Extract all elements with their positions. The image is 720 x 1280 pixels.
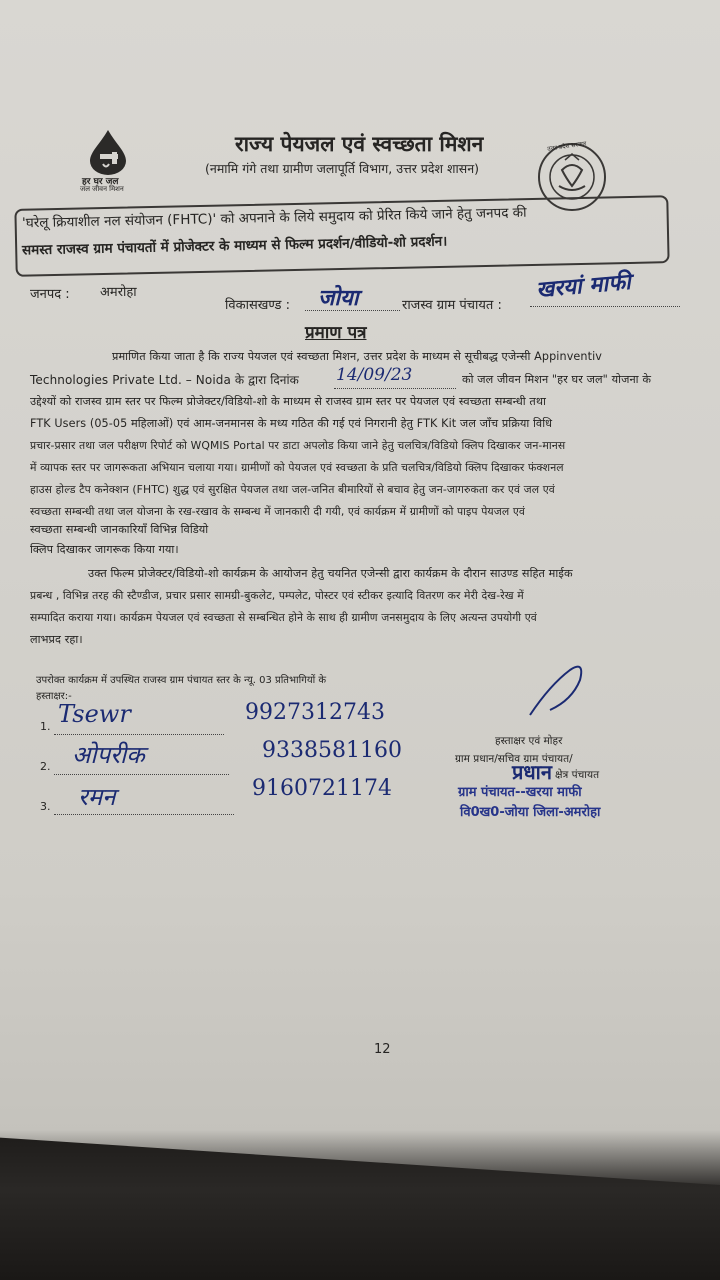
cert-line-13: सम्पादित कराया गया। कार्यक्रम पेयजल एवं स्वच्छता से सम्बन्धित होने के साथ ही ग्रामीण जनसमुदाय के लिए अत्यन्त उपयोगी एवं	[30, 611, 537, 624]
cert-line-7: हाउस होल्ड टैप कनेक्शन (FHTC) शुद्ध एवं सुरक्षित पेयजल तथा जल-जनित बीमारियों से बचाव हेतु जन-जागरुकता कर एवं जल एवं	[30, 483, 555, 496]
panchayat-label: राजस्व ग्राम पंचायत :	[402, 298, 502, 313]
logo-subtext: जल जीवन मिशन	[80, 185, 124, 193]
stamp-line-1: ग्राम पंचायत--खरया माफी	[458, 785, 582, 800]
attendee-phone: 9338581160	[262, 738, 402, 763]
attendee-underline	[54, 814, 234, 815]
background-shadow	[0, 1130, 720, 1280]
attendee-phone: 9927312743	[245, 700, 385, 725]
banner-line-2: समस्त राजस्व ग्राम पंचायतों में प्रोजेक्टर के माध्यम से फिल्म प्रदर्शन/वीडियो-शो प्रदर्शन।	[21, 233, 448, 259]
kshetra-panchayat-label: क्षेत्र पंचायत	[555, 769, 600, 781]
cert-line-5: प्रचार-प्रसार तथा जल परीक्षण रिपोर्ट को WQMIS Portal पर डाटा अपलोड किया जाने हेतु चलचित्र/विडियो क्लिप दिखाकर जन-मानस	[30, 439, 566, 452]
banner-line-1: 'घरेलू क्रियाशील नल संयोजन (FHTC)' को अपनाने के लिये समुदाय को प्रेरित किये जाने हेतु जनपद की	[21, 204, 527, 232]
attendees-intro-2: हस्ताक्षर:-	[36, 691, 72, 702]
block-handwritten: जोया	[318, 285, 359, 311]
attendee-signature: Tsewr	[58, 700, 131, 728]
attendee-num: 1.	[40, 720, 51, 733]
pradhan-secretary-label: ग्राम प्रधान/सचिव ग्राम पंचायत/	[455, 753, 573, 765]
cert-line-12: प्रबन्ध , विभिन्न तरह की स्टैण्डीज, प्रचार प्रसार सामग्री-बुकलेट, पम्पलेट, पोस्टर एवं स्टीकर इत्यादि वितरण कर मेरी देख-रेख में	[30, 589, 524, 602]
attendee-signature: रमन	[78, 783, 116, 811]
logo-text: हर घर जल	[82, 177, 119, 187]
mission-subtitle: (नमामि गंगे तथा ग्रामीण जलापूर्ति विभाग, उत्तर प्रदेश शासन)	[205, 161, 480, 176]
certificate-heading: प्रमाण पत्र	[305, 323, 367, 343]
cert-line-10: क्लिप दिखाकर जागरूक किया गया।	[30, 543, 179, 556]
attendee-phone: 9160721174	[252, 776, 392, 801]
har-ghar-jal-logo	[78, 128, 138, 198]
cert-line-2a: Technologies Private Ltd. – Noida के द्वारा दिनांक	[30, 373, 299, 387]
cert-line-1: प्रमाणित किया जाता है कि राज्य पेयजल एवं स्वच्छता मिशन, उत्तर प्रदेश के माध्यम से सूचीबद्ध एजेन्सी Appinventiv	[112, 350, 603, 363]
attendee-num: 2.	[40, 760, 51, 773]
pradhan-signature-scribble	[520, 660, 600, 720]
cert-line-6: में व्यापक स्तर पर जागरूकता अभियान चलाया गया। ग्रामीणों को पेयजल एवं स्वच्छता के प्रति चलचित्र/विडियो क्लिप दिखाकर फंक्शनल	[30, 461, 564, 474]
mission-title: राज्य पेयजल एवं स्वच्छता मिशन	[235, 132, 484, 156]
attendee-underline	[54, 734, 224, 735]
cert-line-8: स्वच्छता सम्बन्धी तथा जल योजना के रख-रखाव के सम्बन्ध में जानकारी दी गयी, एवं कार्यक्रम में ग्रामीणों को पाइप पेयजल एवं	[30, 505, 526, 518]
cert-line-14: लाभप्रद रहा।	[30, 633, 83, 646]
cert-line-11: उक्त फिल्म प्रोजेक्टर/विडियो-शो कार्यक्रम के आयोजन हेतु चयनित एजेन्सी द्वारा कार्यक्रम के दौरान साउण्ड सहित माईक	[88, 567, 573, 580]
stamp-line-2: वि0ख0-जोया जिला-अमरोहा	[460, 805, 601, 820]
pradhan-stamp-sign: प्रधान	[512, 760, 552, 784]
date-handwritten: 14/09/23	[336, 365, 413, 385]
district-label: जनपद :	[30, 287, 70, 302]
block-label: विकासखण्ड :	[225, 298, 291, 313]
page-number: 12	[374, 1042, 391, 1057]
attendee-underline	[54, 774, 229, 775]
attendees-intro: उपरोक्त कार्यक्रम में उपस्थित राजस्व ग्राम पंचायत स्तर के न्यू. 03 प्रतिभागियों के	[36, 675, 327, 686]
cert-line-3: उद्देश्यों को राजस्व ग्राम स्तर पर फिल्म प्रोजेक्टर/विडियो-शो के माध्यम से राजस्व ग्राम स्तर पर पेयजल एवं स्वच्छता सम्बन्धी तथा	[30, 395, 547, 408]
sign-seal-label: हस्ताक्षर एवं मोहर	[495, 735, 563, 747]
cert-line-4: FTK Users (05-05 महिलाओं) एवं आम-जनमानस के मध्य गठित की गई एवं निगरानी हेतु FTK Kit जल जाँच प्रक्रिया विधि	[30, 417, 553, 430]
attendee-num: 3.	[40, 800, 51, 813]
cert-line-2b: को जल जीवन मिशन "हर घर जल" योजना के	[462, 373, 652, 386]
panchayat-handwritten: खरयां माफी	[535, 268, 632, 304]
district-value: अमरोहा	[100, 285, 137, 300]
cert-line-9: स्वच्छता सम्बन्धी जानकारियाँ विभिन्न विडियो	[30, 523, 209, 536]
emblem-text: उत्तर प्रदेश सरकार	[546, 140, 587, 153]
panchayat-underline	[530, 306, 680, 307]
water-drop-icon	[78, 128, 138, 176]
date-underline	[334, 388, 456, 389]
attendee-signature: ओपरीक	[72, 741, 145, 769]
